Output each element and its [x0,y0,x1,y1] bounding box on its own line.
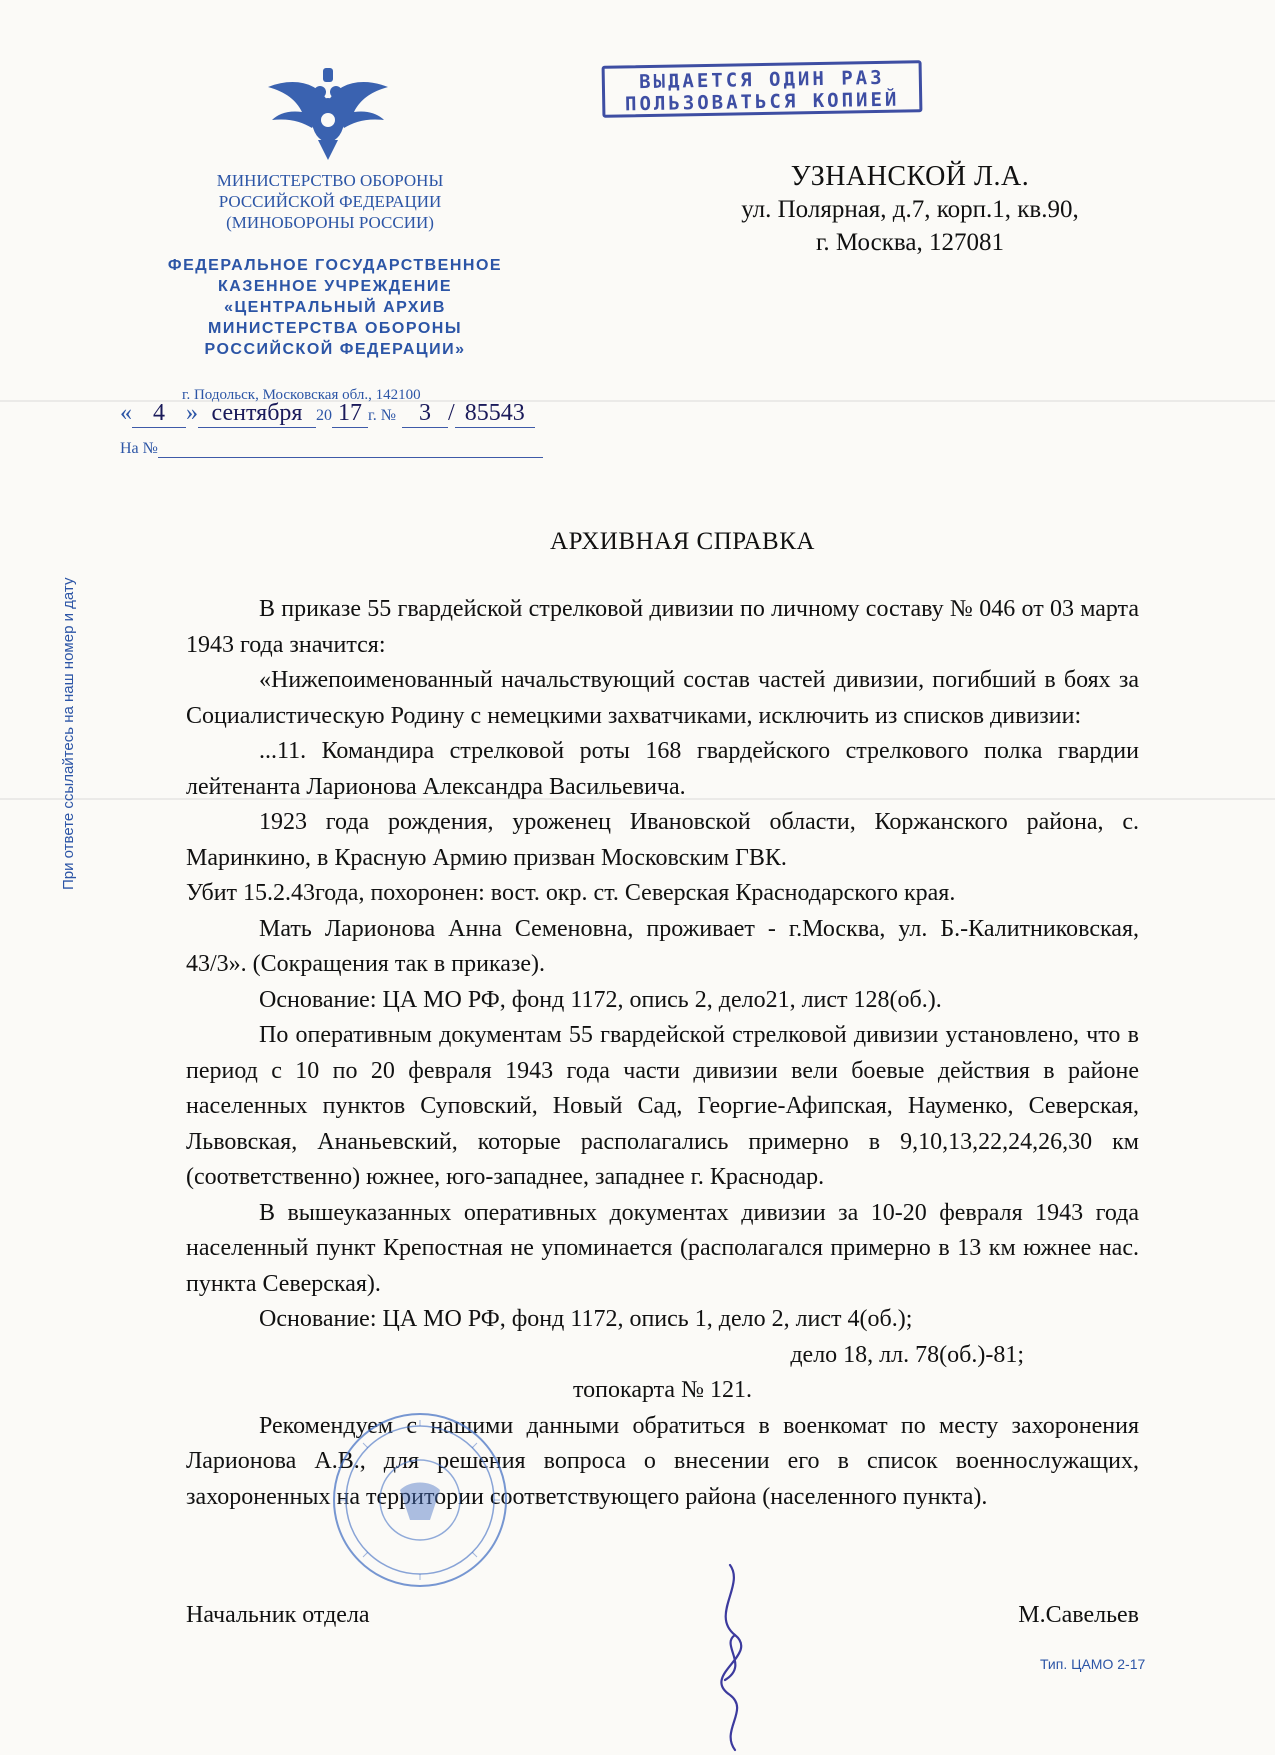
date-close-quote: » [186,400,198,426]
date-month: сентября [198,400,316,428]
body-paragraph: Мать Ларионова Анна Семеновна, проживает - г.Москва, ул. Б.-Калитниковская, 43/3». (Сокращения так в приказе). [186,915,1139,977]
institution-header [125,255,545,360]
issued-once-stamp [602,60,923,118]
body-paragraph: В вышеуказанных оперативных документах дивизии за 10-20 февраля 1943 года населенный пункт Крепостная не упоминается (располагался примерно в 13 км южнее нас. пункта Северская). [186,1199,1139,1297]
doc-number-slash: / [448,400,455,426]
body-paragraph: Убит 15.2.43года, похоронен: вост. окр. ст. Северская Краснодарского края. [186,880,956,906]
double-headed-eagle-emblem [268,62,388,162]
reply-reference [120,440,543,458]
body-paragraph: Рекомендуем с нашими данными обратиться в военкомат по месту захоронения Ларионова А.В., для решения вопроса о внесении его в список военнослужащих, захороненных на территории соответствующего района (населенного пункта). [186,1412,1139,1510]
institution-line: «ЦЕНТРАЛЬНЫЙ АРХИВ [224,299,446,316]
recipient-block [690,160,1130,259]
institution-line: МИНИСТЕРСТВА ОБОРОНЫ [208,320,462,337]
recipient-city: г. Москва, 127081 [816,229,1004,256]
signatory-title: Начальник отдела [186,1602,370,1628]
document-body [186,592,1139,1515]
date-open-quote: « [120,400,132,426]
body-paragraph: Основание: ЦА МО РФ, фонд 1172, опись 1, дело 2, лист 4(об.); [259,1306,913,1332]
doc-number-part2: 85543 [455,400,535,428]
body-paragraph: топокарта № 121. [573,1377,752,1403]
document-date-number [120,400,535,428]
document-title: АРХИВНАЯ СПРАВКА [550,528,815,555]
reply-reference-blank [158,443,543,458]
year-suffix: 17 [332,400,368,428]
recipient-address: ул. Полярная, д.7, корп.1, кв.90, [741,196,1079,223]
stamp-line-1: ВЫДАЕТСЯ ОДИН РАЗ [638,66,885,94]
reply-reference-label: На № [120,440,158,457]
handwritten-signature [690,1555,780,1755]
body-paragraph: дело 18, лл. 78(об.)-81; [790,1341,1024,1368]
body-paragraph: «Нижепоименованный начальствующий состав частей дивизии, погибший в боях за Социалистическую Родину с немецкими захватчиками, исключить из списков дивизии: [186,667,1139,729]
stamp-line-2: ПОЛЬЗОВАТЬСЯ КОПИЕЙ [624,88,900,116]
form-code: Тип. ЦАМО 2-17 [1040,1656,1146,1672]
sender-location: г. Подольск, Московская обл., 142100 [182,387,421,403]
date-day: 4 [132,400,186,428]
body-paragraph: По оперативным документам 55 гвардейской стрелковой дивизии установлено, что в период с 10 по 20 февраля 1943 года части дивизии вели боевые действия в районе населенных пунктов Суповский, Новый Сад, Георгие-Афипская, Науменко, Северская, Львовская, Ананьевский, которые располагались примерно в 9,10,13,22,24,26,30 км (соответственно) южнее, юго-западнее, западнее г. Краснодар. [186,1022,1139,1190]
institution-line: ФЕДЕРАЛЬНОЕ ГОСУДАРСТВЕННОЕ [167,257,503,274]
institution-line: РОССИЙСКОЙ ФЕДЕРАЦИИ» [204,341,466,358]
recipient-name: УЗНАНСКОЙ Л.А. [790,161,1030,192]
body-paragraph: Основание: ЦА МО РФ, фонд 1172, опись 2, дело21, лист 128(об.). [259,986,942,1013]
signatory-name: М.Савельев [1018,1602,1139,1628]
ministry-header [175,170,485,233]
ministry-line: МИНИСТЕРСТВО ОБОРОНЫ [216,171,444,190]
year-label: г. № [368,407,397,424]
body-paragraph: В приказе 55 гвардейской стрелковой дивизии по личному составу № 046 от 03 марта 1943 года значится: [186,596,1139,658]
official-round-stamp [330,1410,510,1590]
doc-number-part1: 3 [402,400,448,428]
institution-line: КАЗЕННОЕ УЧРЕЖДЕНИЕ [218,278,452,295]
year-prefix: 20 [316,407,332,424]
ministry-line: (МИНОБОРОНЫ РОССИИ) [226,213,434,232]
body-paragraph: 1923 года рождения, уроженец Ивановской области, Коржанского района, с. Маринкино, в Красную Армию призван Московским ГВК. [186,809,1139,871]
body-paragraph: ...11. Командира стрелковой роты 168 гвардейского стрелкового полка гвардии лейтенанта Ларионова Александра Васильевича. [186,738,1139,800]
ministry-line: РОССИЙСКОЙ ФЕДЕРАЦИИ [218,192,442,211]
side-note: При ответе ссылайтесь на наш номер и дату [60,577,77,890]
